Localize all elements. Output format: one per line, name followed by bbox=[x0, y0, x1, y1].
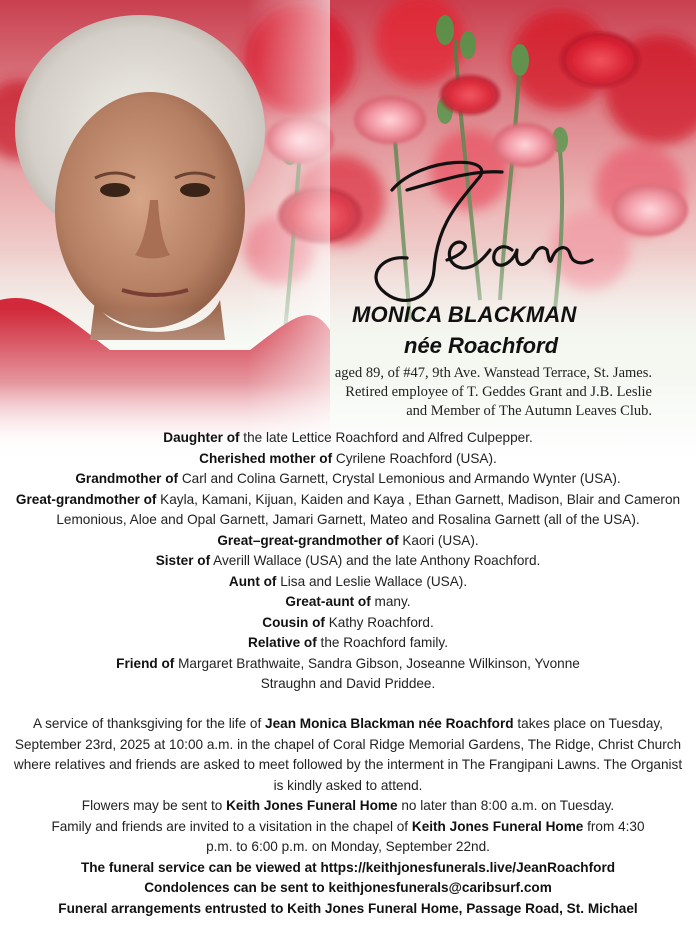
relation-friend: Friend of Margaret Brathwaite, Sandra Gibson, Joseanne Wilkinson, Yvonne Straughn and David Priddee. bbox=[116, 655, 580, 691]
details-line: and Member of The Autumn Leaves Club. bbox=[406, 403, 652, 419]
relation-sister: Sister of Averill Wallace (USA) and the late Anthony Roachford. bbox=[155, 553, 541, 568]
livestream-link[interactable]: The funeral service can be viewed at https://keithjonesfunerals.live/JeanRoachford bbox=[80, 859, 616, 875]
details-line: Retired employee of T. Geddes Grant and J.B. Leslie bbox=[345, 384, 652, 400]
details-line: aged 89, of #47, 9th Ave. Wanstead Terrace, St. James. bbox=[334, 365, 652, 381]
service-paragraph: A service of thanksgiving for the life of Jean Monica Blackman née Roachford takes place on Tuesday, September 23rd, 2025 at 10:00 a.m. in the chapel of Coral Ridge Memorial Gardens, The Ridge, Christ Church where relatives and friends are asked to meet followed by the interment in The Frangipani Lawns. The Organist is kindly asked to attend. bbox=[13, 716, 683, 793]
relation-cousin: Cousin of Kathy Roachford. bbox=[262, 614, 434, 630]
relation-grandmother: Grandmother of Carl and Colina Garnett, Crystal Lemonious and Armando Wynter (USA). bbox=[75, 471, 621, 486]
deceased-details bbox=[300, 364, 652, 421]
relation-mother: Cherished mother of Cyrilene Roachford (USA). bbox=[199, 450, 497, 466]
relation-daughter: Daughter of the late Lettice Roachford and Alfred Culpepper. bbox=[163, 430, 533, 445]
deceased-name: MONICA BLACKMAN bbox=[352, 302, 577, 327]
visitation-paragraph: Family and friends are invited to a visitation in the chapel of Keith Jones Funeral Home from 4:30 p.m. to 6:00 p.m. on Monday, September 22nd. bbox=[51, 818, 645, 854]
relations-list bbox=[0, 428, 696, 695]
relation-great-aunt: Great-aunt of many. bbox=[285, 594, 411, 609]
service-details bbox=[0, 714, 696, 919]
condolences-email[interactable]: Condolences can be sent to keithjonesfunerals@caribsurf.com bbox=[144, 880, 552, 895]
relation-great-great-grandmother: Great–great-grandmother of Kaori (USA). bbox=[217, 532, 479, 548]
maiden-name: née Roachford bbox=[404, 333, 559, 358]
arrangements-line: Funeral arrangements entrusted to Keith Jones Funeral Home, Passage Road, St. Michael bbox=[58, 900, 638, 916]
flowers-paragraph: Flowers may be sent to Keith Jones Funeral Home no later than 8:00 a.m. on Tuesday. bbox=[81, 798, 615, 813]
relation-relative: Relative of the Roachford family. bbox=[248, 635, 448, 650]
relation-great-grandmother: Great-grandmother of Kayla, Kamani, Kijuan, Kaiden and Kaya , Ethan Garnett, Madison, Blair and Cameron Lemonious, Aloe and Opal Garnett, Jamari Garnett, Mateo and Rosalina Garnett (all of the USA). bbox=[15, 491, 681, 527]
relation-aunt: Aunt of Lisa and Leslie Wallace (USA). bbox=[228, 573, 468, 589]
portrait-photo bbox=[0, 0, 330, 440]
signature-jean bbox=[352, 150, 602, 310]
